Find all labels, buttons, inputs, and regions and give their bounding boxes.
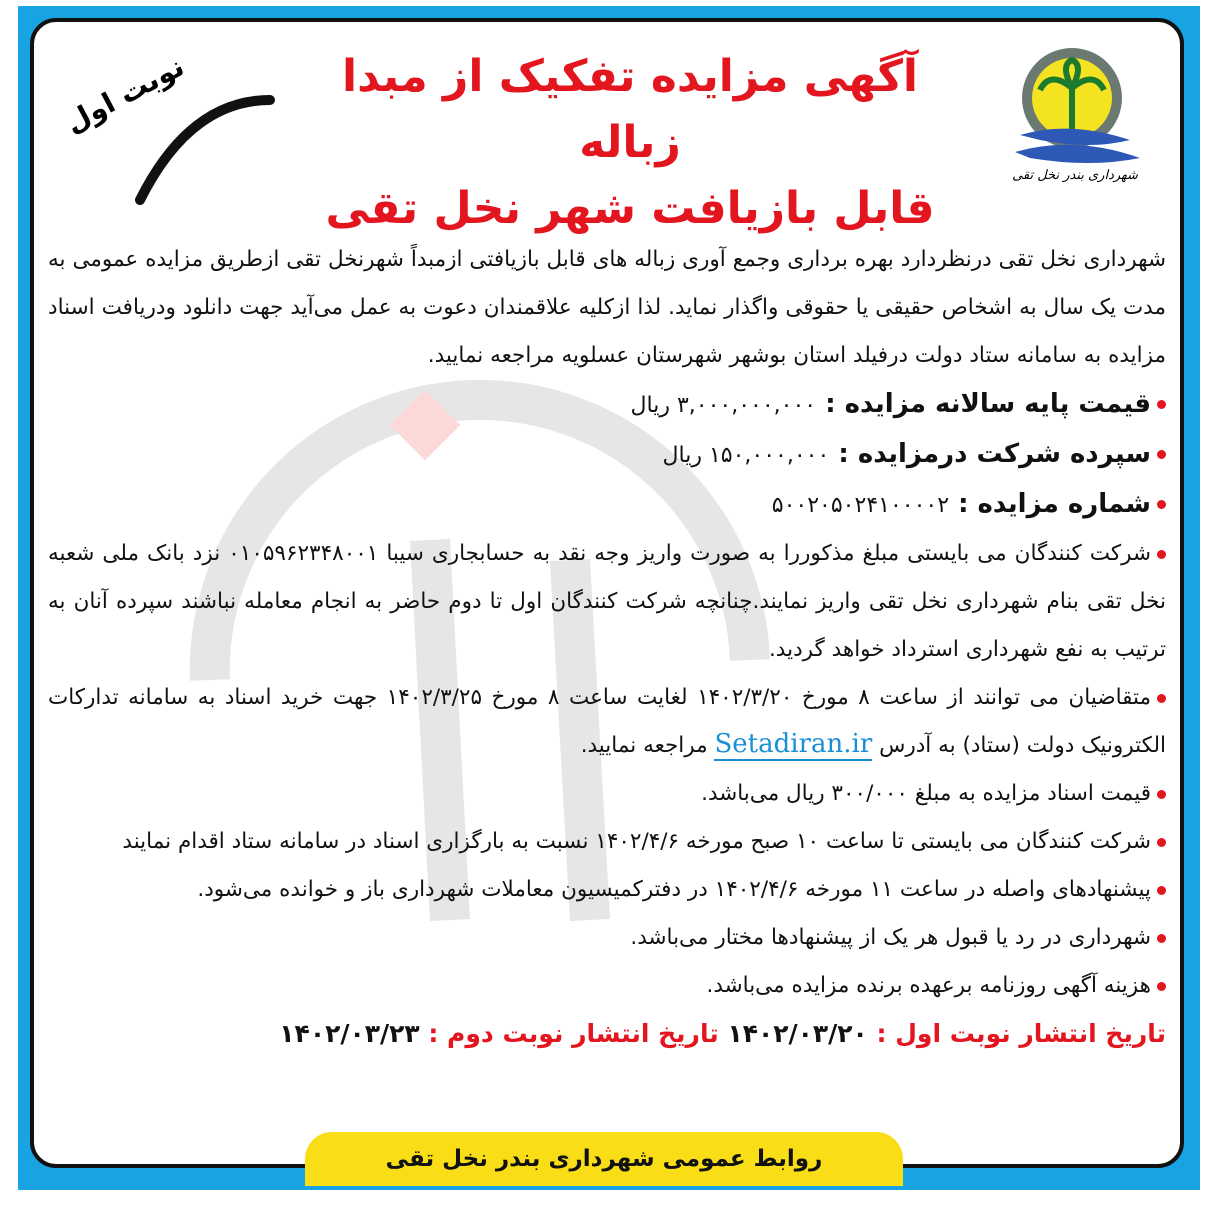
cost-item: هزینه آگهی روزنامه برعهده برنده مزایده می‌باشد. (48, 962, 1166, 1010)
second-publication-date: ۱۴۰۲/۰۳/۲۳ (279, 1019, 420, 1048)
deposit-label: سپرده شرکت درمزایده : (838, 439, 1151, 469)
second-publication-label: تاریخ انتشار نوبت دوم : (428, 1019, 719, 1048)
upload-deadline-item: شرکت کنندگان می بایستی تا ساعت ۱۰ صبح مورخه ۱۴۰۲/۴/۶ نسبت به بارگزاری اسناد در سامانه ستاد اقدام نمایند (48, 818, 1166, 866)
first-publication-date: ۱۴۰۲/۰۳/۲۰ (727, 1019, 868, 1048)
applicants-item (48, 674, 1166, 770)
logo-caption: شهرداری بندر نخل تقی (1012, 168, 1138, 183)
ad-body (48, 236, 1166, 1058)
applicants-text-end: مراجعه نمایید. (580, 733, 708, 758)
deposit-item (48, 430, 1166, 480)
intro-paragraph: شهرداری نخل تقی درنظردارد بهره برداری وجمع آوری زباله های قابل بازیافتی ازمبداً شهرنخل تقی ازطریق مزایده عمومی به مدت یک سال به اشخاص حقیقی یا حقوقی واگذار نماید. لذا ازکلیه علاقمندان دعوت به عمل می‌آید جهت دانلود ودریافت اسناد مزایده به سامانه ستاد دولت درفیلد استان بوشهر شهرستان عسلویه مراجعه نمایید. (48, 247, 1166, 368)
base-price-label: قیمت پایه سالانه مزایده : (825, 389, 1151, 419)
document-price-item: قیمت اسناد مزایده به مبلغ ۳۰۰/۰۰۰ ریال می‌باشد. (48, 770, 1166, 818)
applicants-text: متقاضیان می توانند از ساعت ۸ مورخ ۱۴۰۲/۳/۲۰ لغایت ساعت ۸ مورخ ۱۴۰۲/۳/۲۵ جهت خرید اسناد به سامانه تدارکات الکترونیک دولت (ستاد) به آدرس (48, 685, 1166, 758)
title-line-1: آگهی مزایده تفکیک از مبدا زباله (341, 51, 919, 168)
publication-dates (48, 1010, 1166, 1058)
first-publication-label: تاریخ انتشار نوبت اول : (876, 1019, 1166, 1048)
first-round-badge: نوبت اول (59, 49, 190, 140)
auction-number-value: ۵۰۰۲۰۵۰۲۴۱۰۰۰۰۲ (771, 493, 950, 518)
base-price-item (48, 380, 1166, 430)
auction-number-label: شماره مزایده : (958, 489, 1151, 519)
auction-number-item (48, 480, 1166, 530)
ad-title (300, 44, 960, 242)
public-relations-footer: روابط عمومی شهرداری بندر نخل تقی (305, 1132, 903, 1186)
rights-item: شهرداری در رد یا قبول هر یک از پیشنهادها مختار می‌باشد. (48, 914, 1166, 962)
opening-item: پیشنهادهای واصله در ساعت ۱۱ مورخه ۱۴۰۲/۴/۶ در دفترکمیسیون معاملات شهرداری باز و خوانده می‌شود. (48, 866, 1166, 914)
deposit-value: ۱۵۰,۰۰۰,۰۰۰ ریال (662, 443, 830, 468)
base-price-value: ۳,۰۰۰,۰۰۰,۰۰۰ ریال (630, 393, 817, 418)
setadiran-link[interactable]: Setadiran.ir (714, 729, 873, 759)
deposit-instructions: شرکت کنندگان می بایستی مبلغ مذکوررا به صورت واریز وجه نقد به حسابجاری سیبا ۰۱۰۵۹۶۲۳۴۸۰۰۱ نزد بانک ملی شعبه نخل تقی بنام شهرداری نخل تقی واریز نمایند.چنانچه شرکت کنندگان اول تا دوم حاضر به انجام معامله نباشند سپرده آنان به ترتیب به نفع شهرداری استرداد خواهد گردید. (48, 530, 1166, 674)
title-line-2: قابل بازیافت شهر نخل تقی (325, 183, 935, 234)
